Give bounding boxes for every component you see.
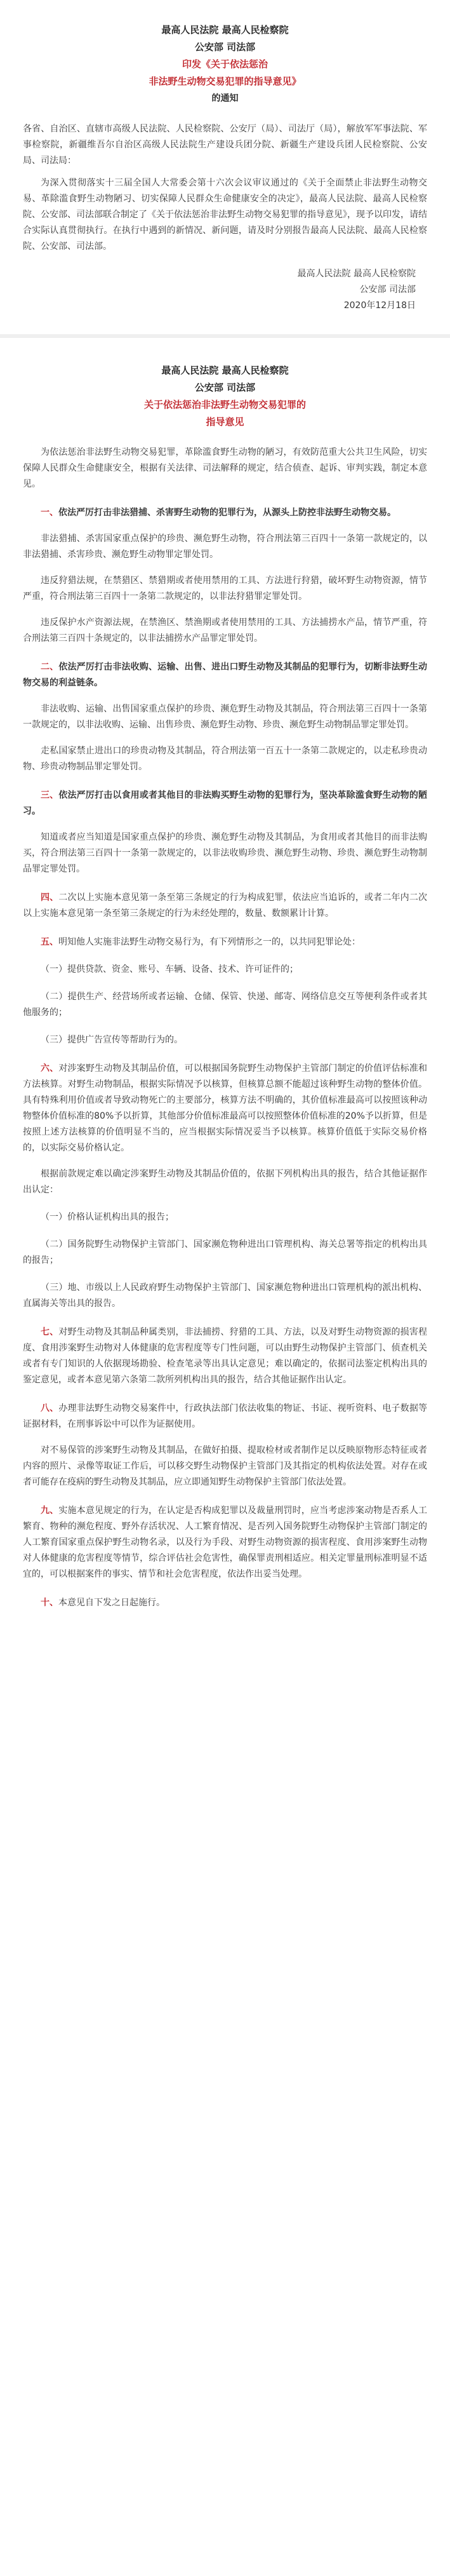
opinion-issuer-line-2: 公安部 司法部 xyxy=(194,382,256,393)
article-6-subitem: （二）国务院野生动物保护主管部门、国家濒危物种进出口管理机构、海关总署等指定的机构出具的报告； xyxy=(23,1239,427,1265)
article-number: 八、 xyxy=(41,1403,59,1413)
article-text: 本意见自下发之日起施行。 xyxy=(58,1598,165,1608)
article-number: 九、 xyxy=(41,1506,59,1516)
article-number: 七、 xyxy=(41,1327,59,1337)
article-2 xyxy=(23,659,427,691)
article-5-subitem: （二）提供生产、经营场所或者运输、仓储、保管、快递、邮寄、网络信息交互等便利条件或者其他服务的； xyxy=(23,992,427,1018)
article-number: 二、 xyxy=(41,662,59,672)
notice-title-line-2: 非法野生动物交易犯罪的指导意见》 xyxy=(149,76,301,87)
article-6-subitem: （三）地、市级以上人民政府野生动物保护主管部门、国家濒危物种进出口管理机构的派出机构、直属海关等出具的报告。 xyxy=(23,1283,427,1309)
notice-signature xyxy=(23,266,416,314)
article-text: 对野生动物及其制品种属类别，非法捕捞、狩猎的工具、方法，以及对野生动物资源的损害程度、食用涉案野生动物对人体健康的危害程度等专门性问题，可以由野生动物保护主管部门、侦查机关或者有专门知识的人依据现场勘验、检查笔录等出具认定意见；难以确定的，依据司法鉴定机构出具的鉴定意见，或者本意见第六条第二款所列机构出具的报告，结合其他证据作出认定。 xyxy=(23,1327,428,1385)
article-number: 三、 xyxy=(41,790,59,800)
article-7 xyxy=(23,1325,427,1388)
article-text: 二次以上实施本意见第一条至第三条规定的行为构成犯罪，依法应当追诉的，或者二年内二次以上实施本意见第一条至第三条规定的行为未经处理的，数量、数额累计计算。 xyxy=(23,893,428,919)
article-heading: 依法严厉打击非法猎捕、杀害野生动物的犯罪行为，从源头上防控非法野生动物交易。 xyxy=(58,508,396,518)
opinion-title-line-2: 指导意见 xyxy=(206,416,244,428)
article-3 xyxy=(23,788,427,819)
notice-title-line-1: 印发《关于依法惩治 xyxy=(182,58,268,70)
article-2-paragraph: 非法收购、运输、出售国家重点保护的珍贵、濒危野生动物及其制品，符合刑法第三百四十一条第一款规定的，以非法收购、运输、出售珍贵、濒危野生动物、珍贵、濒危野生动物制品罪定罪处罚。 xyxy=(23,704,427,730)
article-text: 明知他人实施非法野生动物交易行为，有下列情形之一的，以共同犯罪论处： xyxy=(58,937,361,947)
article-8 xyxy=(23,1401,427,1433)
article-heading: 依法严厉打击非法收购、运输、出售、进出口野生动物及其制品的犯罪行为，切断非法野生动物交易的利益链条。 xyxy=(23,662,428,688)
article-6 xyxy=(23,1061,427,1156)
article-1 xyxy=(23,505,427,521)
article-5-subitem: （一）提供贷款、资金、账号、车辆、设备、技术、许可证件的； xyxy=(41,964,298,974)
article-5 xyxy=(23,934,427,950)
article-5-subitem: （三）提供广告宣传等帮助行为的。 xyxy=(41,1035,183,1045)
article-number: 四、 xyxy=(41,893,59,903)
article-number: 五、 xyxy=(41,937,58,947)
opinion-section xyxy=(23,362,427,1611)
opinion-articles xyxy=(23,505,427,1611)
article-text: 对涉案野生动物及其制品价值，可以根据国务院野生动物保护主管部门制定的价值评估标准和方法核算。对野生动物制品，根据实际情况予以核算，但核算总额不能超过该种野生动物的整体价值。具有特殊利用价值或者导致动物死亡的主要部分，核算方法不明确的，其价值标准最高可以按照该种动物整体价值标准的80%予以折算，其他部分价值标准最高可以按照整体价值标准的20%予以折算，但是按照上述方法核算的价值明显不当的，应当根据实际情况妥当予以核算。核算价值低于实际交易价格的，以实际交易价格认定。 xyxy=(23,1063,428,1153)
article-9 xyxy=(23,1503,427,1582)
notice-signature-line-1: 最高人民法院 最高人民检察院 xyxy=(297,269,416,279)
article-1-paragraph: 非法猎捕、杀害国家重点保护的珍贵、濒危野生动物，符合刑法第三百四十一条第一款规定的，以非法猎捕、杀害珍贵、濒危野生动物罪定罪处罚。 xyxy=(23,534,427,560)
section-divider xyxy=(0,334,450,338)
article-text: 办理非法野生动物交易案件中，行政执法部门依法收集的物证、书证、视听资料、电子数据等证据材料，在刑事诉讼中可以作为证据使用。 xyxy=(23,1403,428,1429)
article-6-paragraph: 根据前款规定难以确定涉案野生动物及其制品价值的，依据下列机构出具的报告，结合其他证据作出认定： xyxy=(23,1169,427,1195)
opinion-intro: 为依法惩治非法野生动物交易犯罪，革除滥食野生动物的陋习，有效防范重大公共卫生风险，切实保障人民群众生命健康安全，根据有关法律、司法解释的规定，结合侦查、起诉、审判实践，制定本意见。 xyxy=(23,447,427,489)
opinion-issuer-line-1: 最高人民法院 最高人民检察院 xyxy=(161,365,289,376)
opinion-header xyxy=(23,362,427,431)
article-2-paragraph: 走私国家禁止进出口的珍贵动物及其制品，符合刑法第一百五十一条第二款规定的，以走私珍贵动物、珍贵动物制品罪定罪处罚。 xyxy=(23,746,427,772)
notice-section xyxy=(23,22,427,314)
article-text: 实施本意见规定的行为，在认定是否构成犯罪以及裁量刑罚时，应当考虑涉案动物是否系人工繁育、物种的濒危程度、野外存活状况、人工繁育情况、是否列入国务院野生动物保护主管部门制定的人工繁育国家重点保护野生动物名录，以及行为手段、对野生动物资源的损害程度、食用涉案野生动物对人体健康的危害程度等情节，综合评估社会危害性，确保罪责刑相适应。相关定罪量刑标准明显不适宜的，可以根据案件的事实、情节和社会危害程度，依法作出妥当处理。 xyxy=(23,1506,428,1579)
article-number: 一、 xyxy=(41,508,58,518)
article-3-paragraph: 知道或者应当知道是国家重点保护的珍贵、濒危野生动物及其制品，为食用或者其他目的而非法购买，符合刑法第三百四十一条第一款规定的，以非法收购珍贵、濒危野生动物、珍贵、濒危野生动物制品罪定罪处罚。 xyxy=(23,832,427,874)
article-8-paragraph: 对不易保管的涉案野生动物及其制品，在做好拍摄、提取检材或者制作足以反映原物形态特征或者内容的照片、录像等取证工作后，可以移交野生动物保护主管部门及其指定的机构依法处置。对存在或者可能存在疫病的野生动物及其制品，应立即通知野生动物保护主管部门依法处置。 xyxy=(23,1445,427,1487)
article-heading: 依法严厉打击以食用或者其他目的非法购买野生动物的犯罪行为，坚决革除滥食野生动物的陋习。 xyxy=(23,790,428,816)
notice-issuer-line-2: 公安部 司法部 xyxy=(194,41,256,53)
notice-signature-line-2: 公安部 司法部 xyxy=(359,285,416,295)
notice-issuer-line-1: 最高人民法院 最高人民检察院 xyxy=(161,24,289,36)
article-10 xyxy=(23,1595,427,1611)
notice-body: 为深入贯彻落实十三届全国人大常委会第十六次会议审议通过的《关于全面禁止非法野生动物交易、革除滥食野生动物陋习、切实保障人民群众生命健康安全的决定》，最高人民法院、最高人民检察院、公安部、司法部联合制定了《关于依法惩治非法野生动物交易犯罪的指导意见》，现予以印发，请结合实际认真贯彻执行。在执行中遇到的新情况、新问题，请及时分别报告最高人民法院、最高人民检察院、公安部、司法部。 xyxy=(23,178,427,252)
opinion-title-line-1: 关于依法惩治非法野生动物交易犯罪的 xyxy=(143,399,306,410)
notice-date: 2020年12月18日 xyxy=(343,300,416,311)
article-1-paragraph: 违反保护水产资源法规，在禁渔区、禁渔期或者使用禁用的工具、方法捕捞水产品，情节严重，符合刑法第三百四十条规定的，以非法捕捞水产品罪定罪处罚。 xyxy=(23,617,427,644)
notice-title-line-3: 的通知 xyxy=(211,93,239,104)
article-6-subitem: （一）价格认证机构出具的报告； xyxy=(41,1212,174,1222)
article-1-paragraph: 违反狩猎法规，在禁猎区、禁猎期或者使用禁用的工具、方法进行狩猎，破坏野生动物资源，情节严重，符合刑法第三百四十一条第二款规定的，以非法狩猎罪定罪处罚。 xyxy=(23,576,427,602)
article-4 xyxy=(23,890,427,922)
notice-header xyxy=(23,22,427,107)
article-number: 十、 xyxy=(41,1598,58,1608)
notice-addressee: 各省、自治区、直辖市高级人民法院、人民检察院、公安厅（局）、司法厅（局），解放军军事法院、军事检察院，新疆维吾尔自治区高级人民法院生产建设兵团分院、新疆生产建设兵团人民检察院、公安局、司法局： xyxy=(23,124,427,166)
article-number: 六、 xyxy=(41,1063,59,1074)
